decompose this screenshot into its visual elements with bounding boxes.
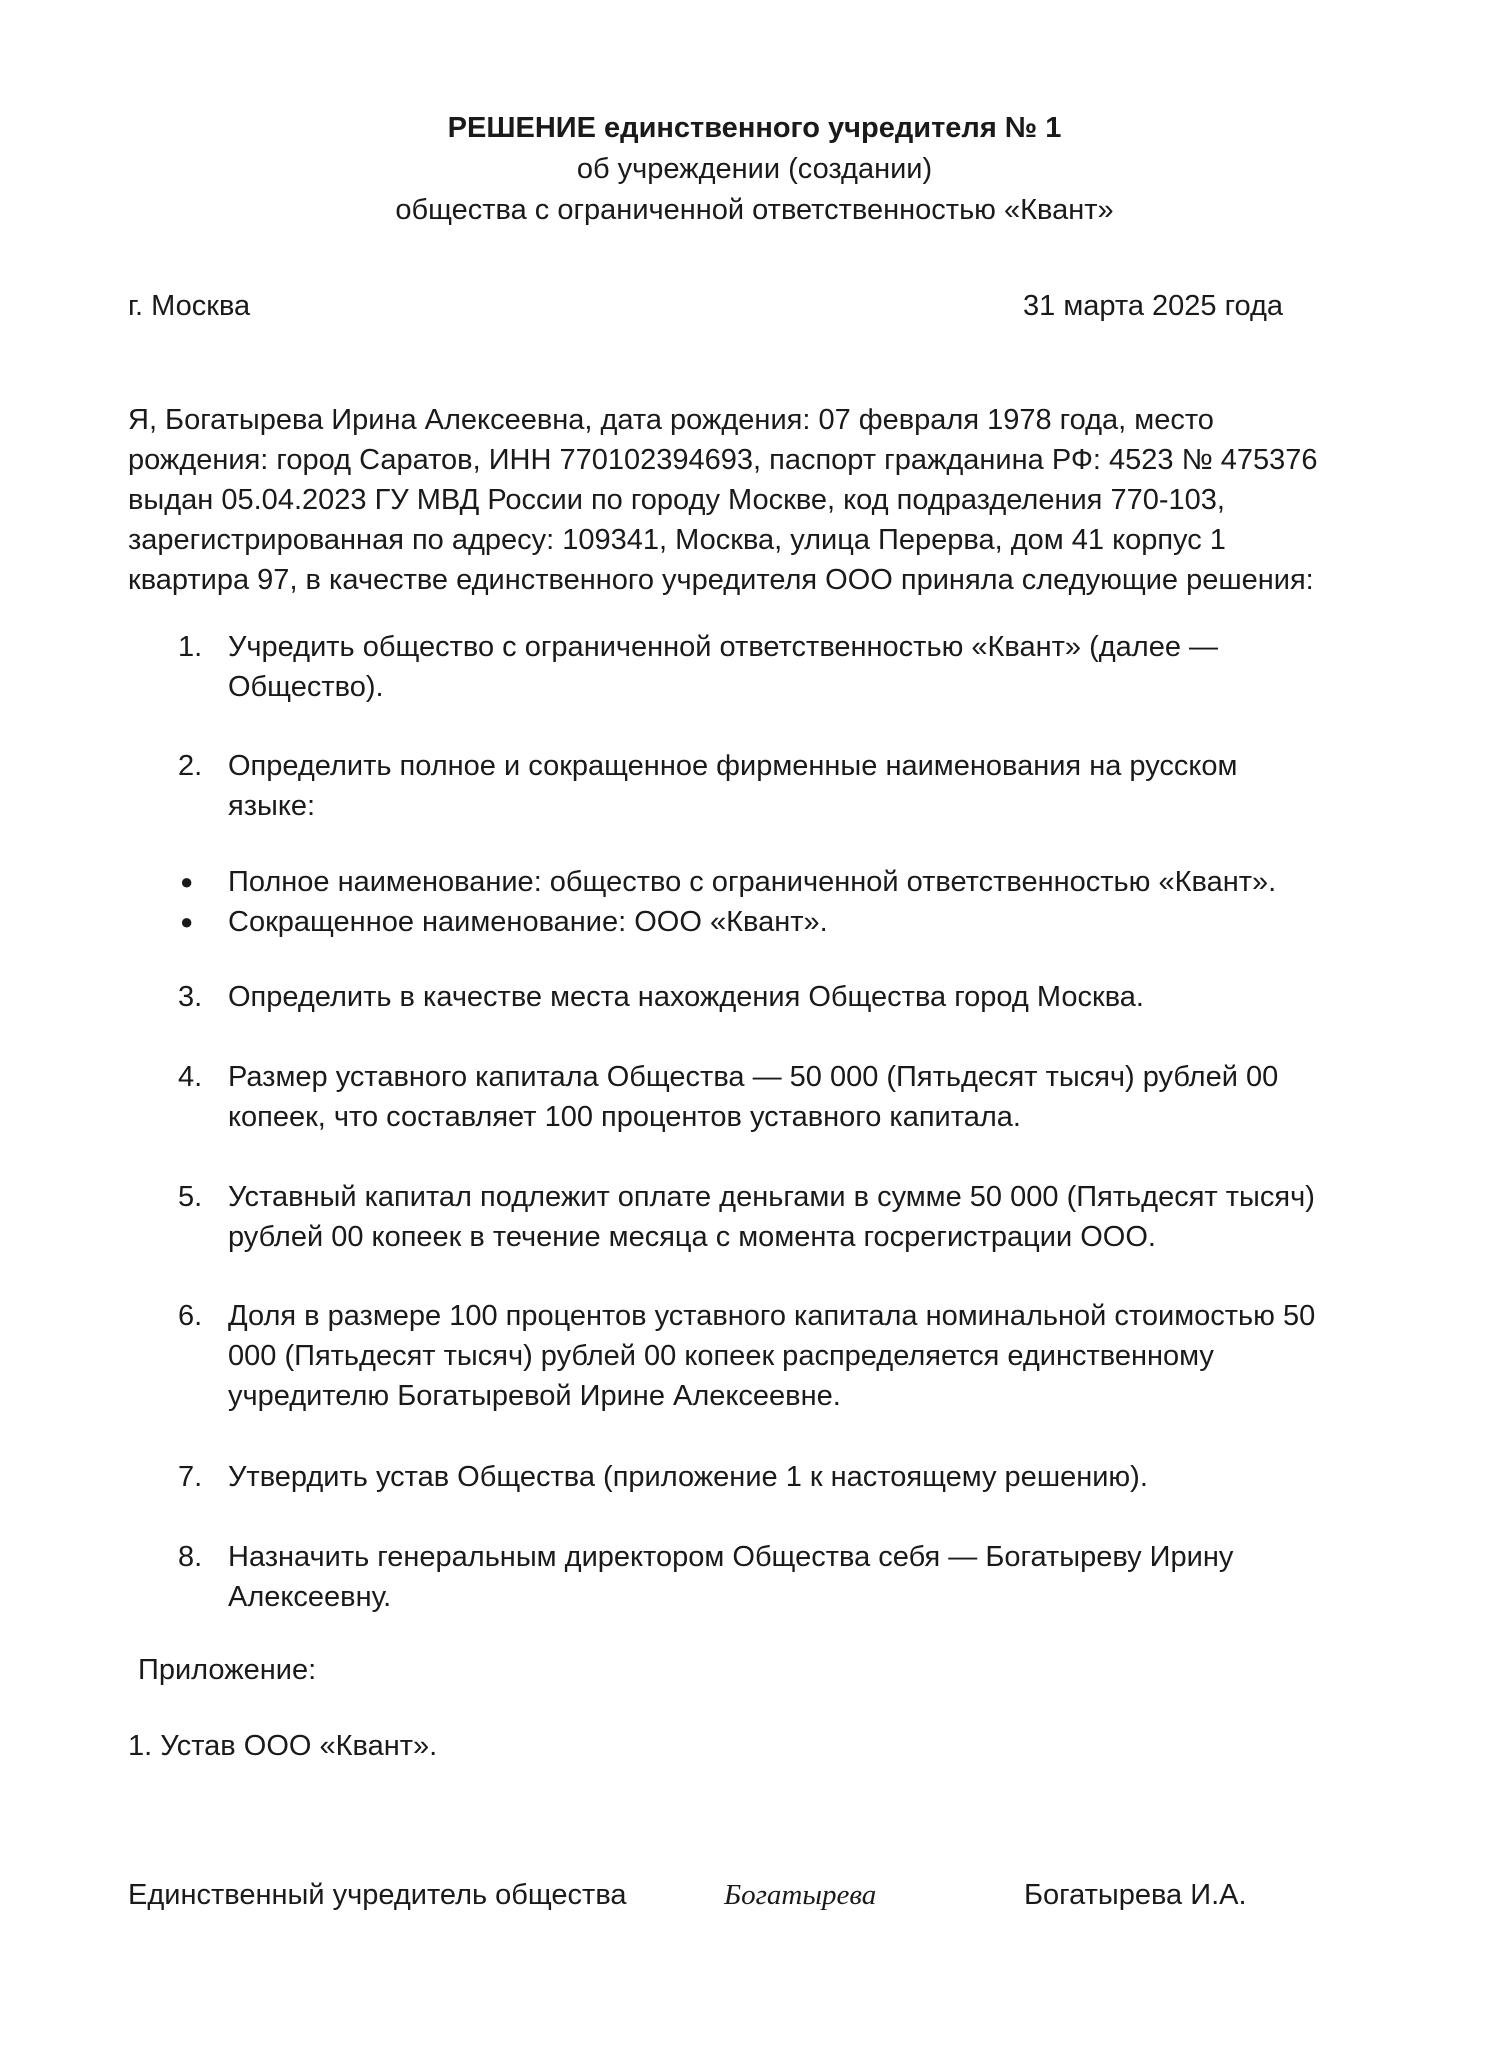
- bullet-icon: ●: [180, 909, 194, 934]
- appendix-label: Приложение:: [138, 1654, 317, 1686]
- item-line: Общество).: [228, 671, 384, 703]
- signatory-name: Богатырева И.А.: [1024, 1879, 1247, 1911]
- item-line: Назначить генеральным директором Общества себя — Богатыреву Ирину: [228, 1541, 1234, 1573]
- intro-line: квартира 97, в качестве единственного учредителя ООО приняла следующие решения:: [128, 564, 1314, 596]
- item-number: 1.: [178, 631, 203, 663]
- item-text: [228, 1457, 1408, 1497]
- bullet-icon: ●: [180, 869, 194, 894]
- item-text: [228, 1296, 1408, 1416]
- appendix-item: 1. Устав ООО «Квант».: [128, 1730, 438, 1762]
- item-number: 2.: [178, 750, 203, 782]
- item-text: [228, 746, 1408, 826]
- handwritten-signature: Богатырева: [724, 1879, 877, 1911]
- item-line: Определить полное и сокращенное фирменные наименования на русском: [228, 750, 1238, 782]
- item-line: 000 (Пятьдесят тысяч) рублей 00 копеек распределяется единственному: [228, 1340, 1214, 1372]
- item-line: Учредить общество с ограниченной ответственностью «Квант» (далее —: [228, 631, 1219, 663]
- item-line: Определить в качестве места нахождения Общества город Москва.: [228, 981, 1144, 1013]
- item-line: Утвердить устав Общества (приложение 1 к настоящему решению).: [228, 1461, 1148, 1493]
- item-line: языке:: [228, 790, 316, 822]
- company-name-line: общества с ограниченной ответственностью «Квант»: [395, 194, 1114, 226]
- item-line: рублей 00 копеек в течение месяца с момента госрегистрации ООО.: [228, 1221, 1156, 1253]
- item-line: копеек, что составляет 100 процентов уставного капитала.: [228, 1101, 1021, 1133]
- item-number: 4.: [178, 1061, 203, 1093]
- item-line: Доля в размере 100 процентов уставного капитала номинальной стоимостью 50: [228, 1300, 1316, 1332]
- item-line: Уставный капитал подлежит оплате деньгами в сумме 50 000 (Пятьдесят тысяч): [228, 1181, 1315, 1213]
- item-number: 3.: [178, 981, 203, 1013]
- item-number: 6.: [178, 1300, 203, 1332]
- bullet-text: Сокращенное наименование: ООО «Квант».: [228, 906, 828, 938]
- item-text: [228, 977, 1408, 1017]
- document-subtitle: об учреждении (создании): [576, 153, 933, 185]
- item-text: [228, 1537, 1408, 1617]
- intro-line: рождения: город Саратов, ИНН 770102394693, паспорт гражданина РФ: 4523 № 475376: [128, 444, 1318, 476]
- item-number: 5.: [178, 1181, 203, 1213]
- intro-line: выдан 05.04.2023 ГУ МВД России по городу Москве, код подразделения 770-103,: [128, 484, 1225, 516]
- signatory-role: Единственный учредитель общества: [128, 1879, 627, 1911]
- item-number: 8.: [178, 1541, 203, 1573]
- item-text: [228, 627, 1408, 707]
- document-header: [0, 108, 1509, 231]
- item-text: [228, 1177, 1408, 1257]
- place-of-signing: г. Москва: [128, 290, 251, 322]
- bullet-text: Полное наименование: общество с ограниченной ответственностью «Квант».: [228, 866, 1277, 898]
- item-line: учредителю Богатыревой Ирине Алексеевне.: [228, 1380, 841, 1412]
- intro-line: Я, Богатырева Ирина Алексеевна, дата рождения: 07 февраля 1978 года, место: [128, 404, 1214, 436]
- intro-paragraph: [128, 400, 1388, 600]
- document-title: РЕШЕНИЕ единственного учредителя № 1: [447, 112, 1062, 144]
- item-line: Алексеевну.: [228, 1581, 392, 1613]
- item-number: 7.: [178, 1461, 203, 1493]
- item-line: Размер уставного капитала Общества — 50 000 (Пятьдесят тысяч) рублей 00: [228, 1061, 1279, 1093]
- document-date: 31 марта 2025 года: [1023, 290, 1284, 322]
- item-text: [228, 1057, 1408, 1137]
- intro-line: зарегистрированная по адресу: 109341, Москва, улица Перерва, дом 41 корпус 1: [128, 524, 1226, 556]
